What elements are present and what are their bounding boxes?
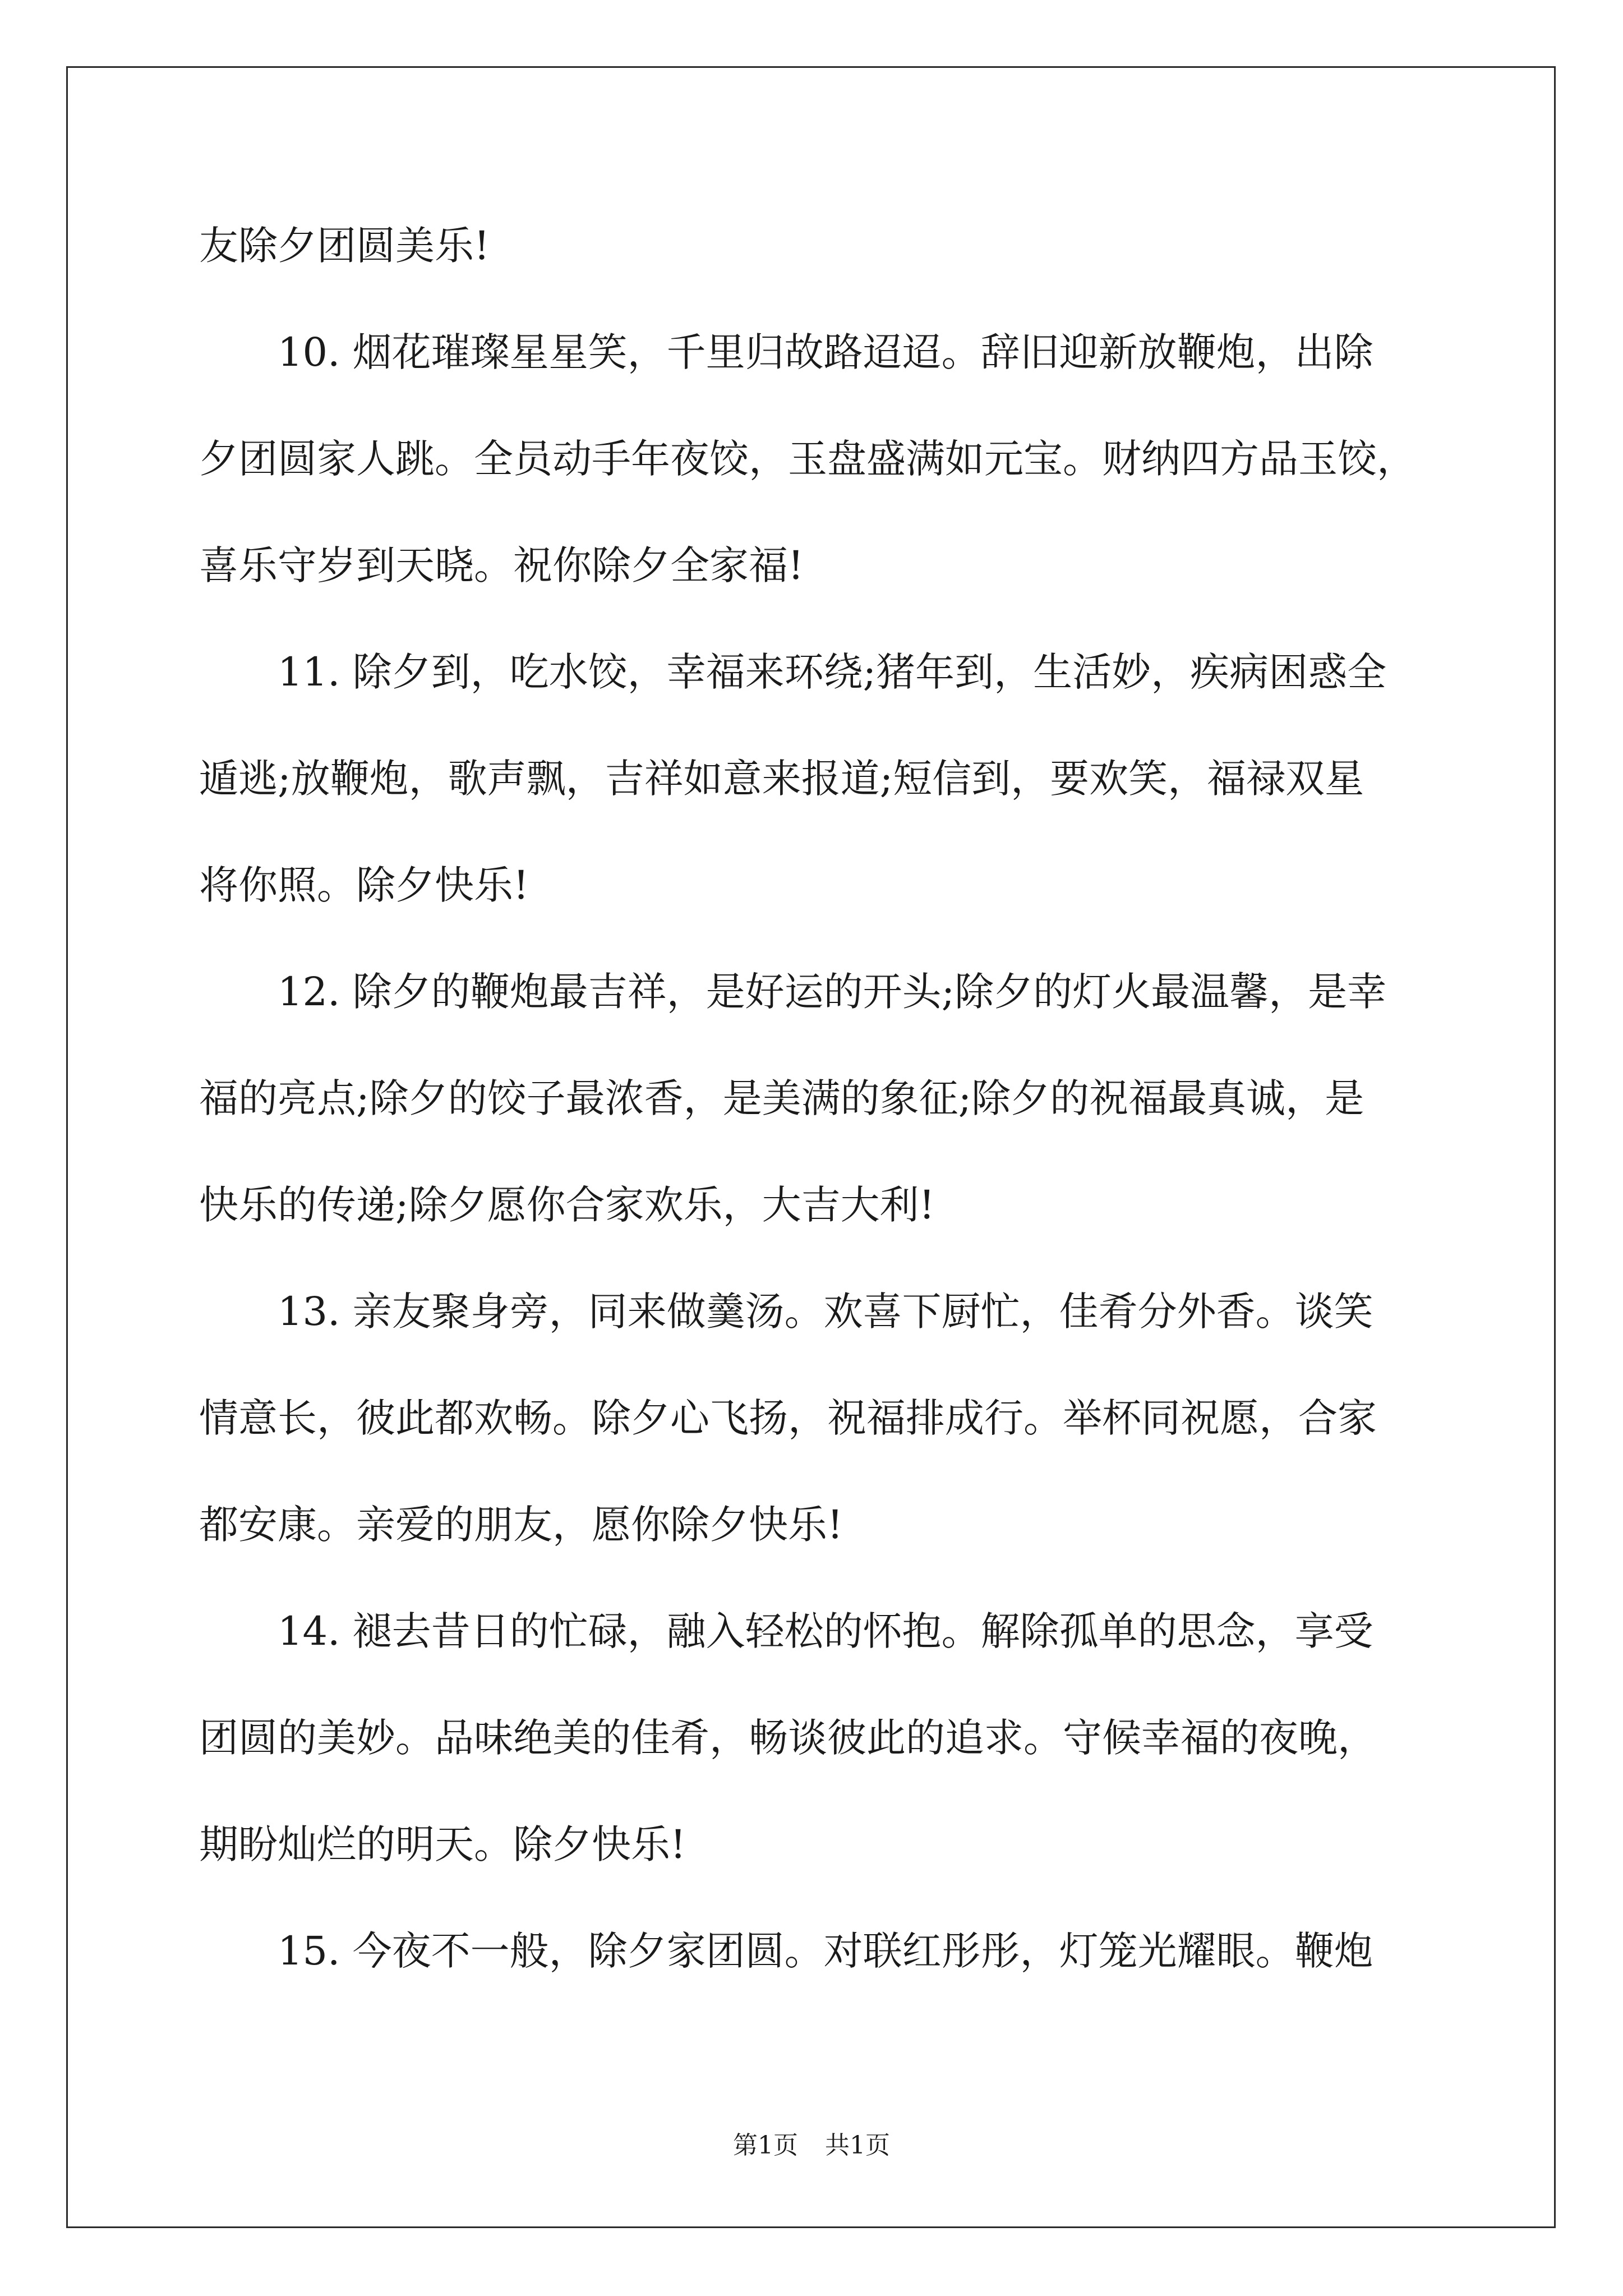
text-line: 遁逃;放鞭炮，歌声飘，吉祥如意来报道;短信到，要欢笑，福禄双星: [199, 756, 1364, 802]
text-line: 福的亮点;除夕的饺子最浓香，是美满的象征;除夕的祝福最真诚，是: [199, 1075, 1364, 1121]
text-line: 喜乐守岁到天晓。祝你除夕全家福!: [199, 542, 804, 588]
text-line: 14. 褪去昔日的忙碌，融入轻松的怀抱。解除孤单的思念，享受: [278, 1608, 1373, 1654]
text-line: 快乐的传递;除夕愿你合家欢乐，大吉大利!: [199, 1182, 935, 1228]
text-line: 友除夕团圆美乐!: [199, 223, 490, 269]
text-line: 团圆的美妙。品味绝美的佳肴，畅谈彼此的追求。守候幸福的夜晚，: [199, 1715, 1377, 1761]
text-line: 情意长，彼此都欢畅。除夕心飞扬，祝福排成行。举杯同祝愿，合家: [199, 1395, 1377, 1441]
text-line: 13. 亲友聚身旁，同来做羹汤。欢喜下厨忙，佳肴分外香。谈笑: [278, 1289, 1373, 1335]
text-line: 15. 今夜不一般，除夕家团圆。对联红彤彤，灯笼光耀眼。鞭炮: [278, 1928, 1373, 1974]
page-frame: [66, 66, 1556, 2228]
text-line: 期盼灿烂的明天。除夕快乐!: [199, 1821, 686, 1867]
page-number: 第1页: [733, 2131, 798, 2160]
page-total: 共1页: [825, 2131, 890, 2160]
text-line: 12. 除夕的鞭炮最吉祥，是好运的开头;除夕的灯火最温馨，是幸: [278, 969, 1387, 1015]
text-line: 将你照。除夕快乐!: [199, 862, 529, 908]
text-line: 都安康。亲爱的朋友，愿你除夕快乐!: [199, 1502, 843, 1548]
text-line: 11. 除夕到，吃水饺，幸福来环绕;猪年到，生活妙，疾病困惑全: [278, 649, 1387, 695]
text-line: 夕团圆家人跳。全员动手年夜饺，玉盘盛满如元宝。财纳四方品玉饺，: [199, 436, 1416, 482]
text-line: 10. 烟花璀璨星星笑，千里归故路迢迢。辞旧迎新放鞭炮，出除: [278, 329, 1373, 375]
page-footer: [0, 2129, 1623, 2162]
